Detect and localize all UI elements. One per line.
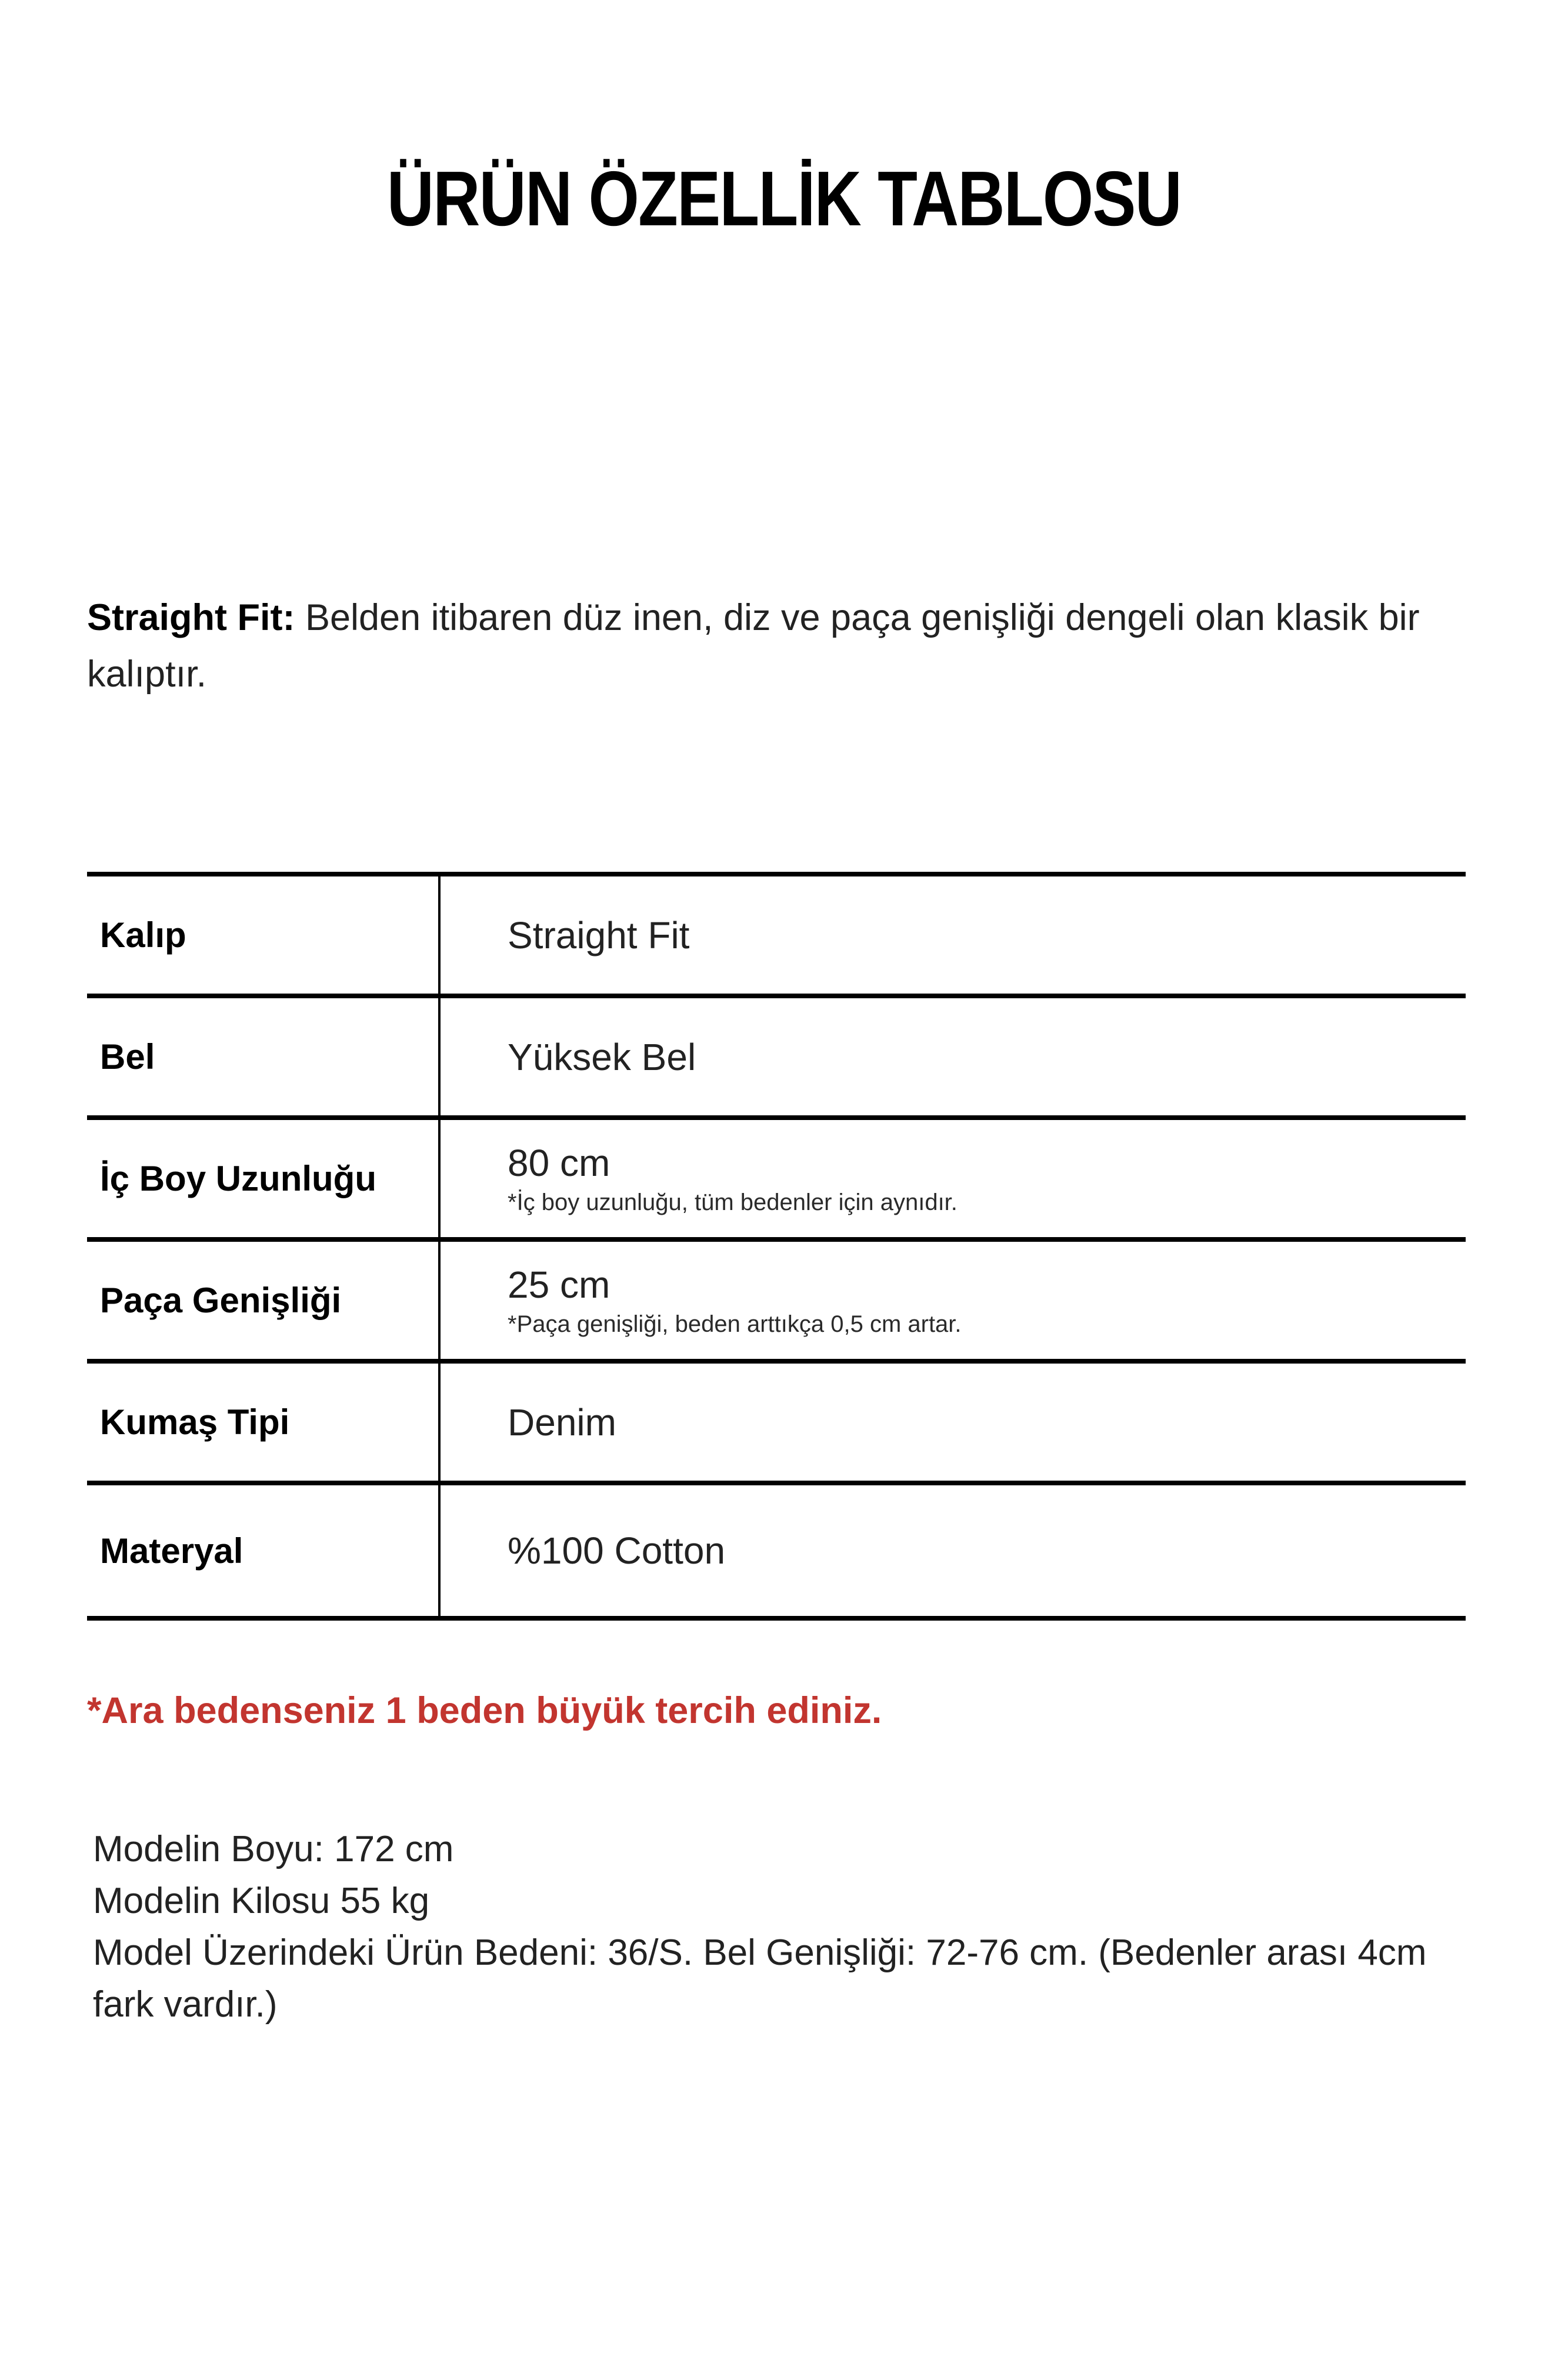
row-value: Straight Fit [508,914,690,956]
intro-text: Belden itibaren düz inen, diz ve paça genişliği dengeli olan klasik bir kalıptır. [87,597,1420,695]
model-info-block [93,1824,1463,2031]
row-label: İç Boy Uzunluğu [87,1120,441,1237]
row-note: *İç boy uzunluğu, tüm bedenler için aynıdır. [508,1189,958,1215]
row-value: 25 cm [508,1264,610,1306]
row-value: Denim [508,1401,616,1444]
row-value-cell [441,1242,1466,1359]
size-warning-text: *Ara bedenseniz 1 beden büyük tercih ediniz. [87,1690,882,1731]
row-value-cell [441,998,1466,1115]
row-value-cell [441,876,1466,994]
table-row-bel [87,998,1466,1120]
row-label: Materyal [87,1485,441,1616]
row-label: Kumaş Tipi [87,1364,441,1481]
model-height-line: Modelin Boyu: 172 cm [93,1829,454,1869]
spec-table [87,872,1466,1621]
row-value: 80 cm [508,1142,610,1184]
table-row-paca [87,1242,1466,1364]
intro-paragraph [87,589,1463,702]
row-label: Paça Genişliği [87,1242,441,1359]
row-value: %100 Cotton [508,1529,726,1572]
row-label: Bel [87,998,441,1115]
page-title: ÜRÜN ÖZELLİK TABLOSU [386,155,1182,242]
row-note: *Paça genişliği, beden arttıkça 0,5 cm artar. [508,1311,962,1337]
model-weight-line: Modelin Kilosu 55 kg [93,1881,430,1921]
model-size-line: Model Üzerindeki Ürün Bedeni: 36/S. Bel Genişliği: 72-76 cm. (Bedenler arası 4cm fark vardır.) [93,1932,1427,2025]
table-row-ic-boy [87,1120,1466,1242]
row-value-cell [441,1120,1466,1237]
row-label: Kalıp [87,876,441,994]
table-row-materyal [87,1485,1466,1621]
table-row-kumas [87,1364,1466,1485]
row-value-cell [441,1485,1466,1616]
row-value-cell [441,1364,1466,1481]
table-row-kalip [87,876,1466,998]
row-value: Yüksek Bel [508,1035,696,1078]
intro-term: Straight Fit: [87,597,295,638]
